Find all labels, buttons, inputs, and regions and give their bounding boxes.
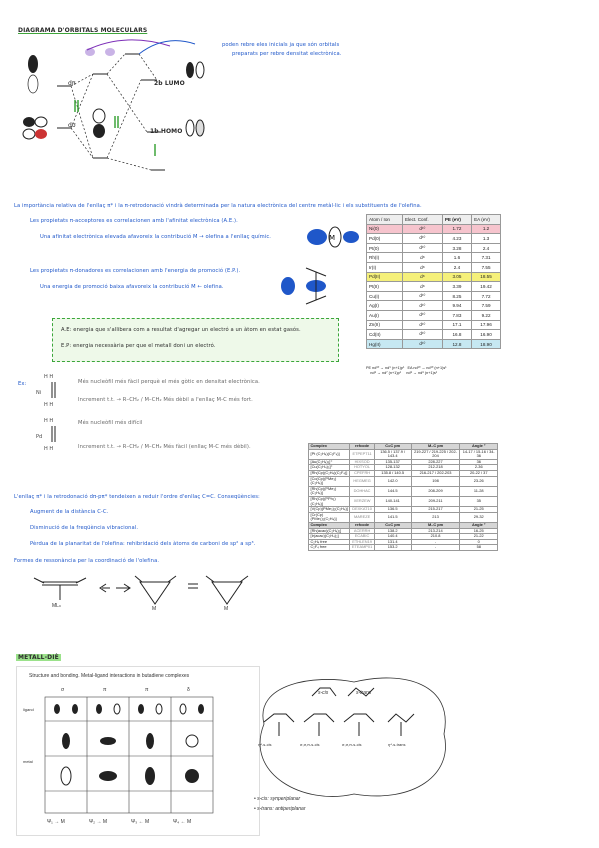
pe-ea-cell: 9.22: [472, 310, 501, 320]
complex-cell: 136.5: [374, 507, 411, 513]
ex-label: Ex:: [18, 381, 27, 387]
complex-cell: [V(Cp)(PMe₃)₂(C₂H₄)]: [309, 507, 350, 513]
complex-cell: 2-36: [460, 465, 498, 471]
complex-cell: 16-25: [460, 528, 498, 534]
col-pi-2: π: [145, 687, 149, 693]
complex-cell: ETPEPT11: [350, 449, 374, 459]
complex-cell: -: [411, 545, 460, 551]
foot-pe2: nd⁸ → nd⁷ (n+1)p¹: [370, 371, 401, 375]
pe-ea-cell: Cu(I): [367, 291, 403, 301]
pe-ea-cell: d¹⁰: [402, 310, 442, 320]
cth-cc: C=C pm: [374, 444, 411, 450]
pe-ea-row: [367, 224, 501, 234]
pe-ea-cell: Ir(I): [367, 262, 403, 272]
pe-ea-cell: d⁸: [402, 262, 442, 272]
complex-cell: [Co(Cp)(PMe₃)(C₂H₄)]: [309, 476, 350, 486]
label-dpi: dπ: [68, 80, 76, 87]
complex-cell: 210.8: [411, 534, 460, 540]
pd-olefin-icon: [36, 416, 76, 452]
psi1: Ψ₁ → M: [47, 819, 65, 825]
pe-ea-cell: 16.90: [472, 330, 501, 340]
pe-ea-row: [367, 234, 501, 244]
complex-row: [309, 486, 498, 496]
complex-cell: HEGMEG: [350, 476, 374, 486]
pe-ea-cell: Pt(0): [367, 243, 403, 253]
svg-text:H H: H H: [44, 418, 54, 424]
pe-ea-cell: Au(I): [367, 310, 403, 320]
resonance-m-mid: M: [152, 606, 157, 612]
complex-row: [309, 470, 498, 476]
pe-ea-cell: 8.25: [442, 291, 471, 301]
cth2-mc: M–C pm: [411, 522, 460, 528]
row-ligand: ligand: [23, 707, 34, 712]
complex-cell: MAREZE: [350, 512, 374, 522]
pe-ea-cell: Ni(0): [367, 224, 403, 234]
complex-cell: [Rh(Cp)(PPh₃)(C₂H₄)]: [309, 496, 350, 506]
orbital-acceptor-icon: [305, 222, 365, 252]
pe-ea-cell: d¹⁰: [402, 243, 442, 253]
pe-ea-cell: 19.42: [472, 282, 501, 292]
complex-cell: [Cu(C₂H₄)₃]⁺: [309, 465, 350, 471]
complex-cell: DEXKAT10: [350, 507, 374, 513]
pe-ea-cell: 2.4: [442, 262, 471, 272]
foot-ea: EA nd¹⁰ → nd¹⁰ (n+1)s¹: [407, 366, 447, 370]
complex-cell: [Ir(acac)(C₂H₄)₂]: [309, 534, 350, 540]
complex-cell: 35: [460, 496, 498, 506]
complex-cell: HIXSOD: [350, 459, 374, 465]
pe-ea-cell: d¹⁰: [402, 234, 442, 244]
complex-cell: 141.5: [374, 512, 411, 522]
pe-ea-cell: 12.8: [442, 339, 471, 349]
complex-cell: 213: [411, 512, 460, 522]
note-line-1: poden rebre eles inicials ja que són orbitals: [222, 42, 340, 48]
complex-cell: 58: [460, 545, 498, 551]
cth-complex: Complex: [309, 444, 350, 450]
complex-cell: [Rh(Cp)(PMe₃)(C₂H₄)]: [309, 486, 350, 496]
complex-cell: [Cr(Cp)(PMe₃)₂(C₂H₄)]: [309, 512, 350, 522]
pe-ea-cell: 1.6: [442, 253, 471, 263]
pe-ea-cell: 18.55: [472, 272, 501, 282]
def-ae: A.E: energia que s'allibera com a resultat d'agregar un electró a un àtom en estat gasós.: [61, 327, 301, 333]
complex-cell: C₂F₄ free: [309, 545, 350, 551]
pe-ea-cell: 1.3: [472, 234, 501, 244]
complex-row: [309, 512, 498, 522]
complex-cell: HOTYOL: [350, 465, 374, 471]
pe-ea-cell: d¹⁰: [402, 291, 442, 301]
butadiene-caption: Structure and bonding. Metal-ligand interactions in butadiene complexes: [29, 673, 190, 679]
pe-ea-row: [367, 282, 501, 292]
complex-cell: C₂H₄ free: [309, 539, 350, 545]
pe-ea-cell: 4.23: [442, 234, 471, 244]
pe-ea-cell: 16.8: [442, 330, 471, 340]
cons-line-1: L'enllaç π* i la retrodonació dπ-pπ* tendeixen a reduir l'ordre d'enllaç C=C. Conseqüències:: [14, 494, 260, 500]
row-metal: metal: [23, 759, 33, 764]
complex-cell: 140.4: [374, 534, 411, 540]
pe-ea-cell: 1.2: [472, 224, 501, 234]
bullet-strans-text: s-trans: antiperiplanar: [257, 806, 306, 812]
cons-line-5: Formes de ressonància per la coordinació de l'olefina.: [14, 558, 160, 564]
form-2: σ,σ,π-s-cis: [300, 742, 320, 747]
complex-cell: [Rh(Cp)(C₂H₄)(C₂F₄)]: [309, 470, 350, 476]
pe-ea-cell: 7.72: [472, 291, 501, 301]
resonance-m-right: M: [224, 606, 229, 612]
complex-cell: [Au(C₂H₄)₃]⁺: [309, 459, 350, 465]
complex-cell: 36: [460, 459, 498, 465]
col-pi-1: π: [103, 687, 107, 693]
complex-cell: 135-137: [374, 459, 411, 465]
cons-line-3: Disminució de la freqüència vibracional.: [30, 525, 139, 531]
svg-text:H H: H H: [44, 374, 54, 380]
note-line-2: preparats per rebre densitat electrònica.: [232, 51, 342, 57]
label-scis: s-cis: [318, 690, 329, 696]
complex-cell: 20-22 / 37: [460, 470, 498, 476]
svg-text:Ni: Ni: [36, 390, 42, 396]
complex-cell: 140-141: [374, 496, 411, 506]
pe-ea-row: [367, 253, 501, 263]
pe-ea-cell: 9.94: [442, 301, 471, 311]
pe-ea-header-row: [367, 215, 501, 225]
pe-ea-cell: Pt(II): [367, 282, 403, 292]
foot-ea2: nd⁸ → nd⁸ (n+1)s¹: [406, 371, 437, 375]
pe-ea-cell: Pd(II): [367, 272, 403, 282]
accept-line-2: Una afinitat electrònica elevada afavoreix la contribució M → olefina a l'enllaç químic.: [40, 234, 272, 240]
th-conf: Elect. Conf.: [402, 215, 442, 225]
pe-ea-cell: 1.72: [442, 224, 471, 234]
complex-row: [309, 449, 498, 459]
complex-cell: 212-218: [411, 465, 460, 471]
label-dsigma: dσ: [68, 122, 76, 129]
complex-cell: 153.2: [374, 545, 411, 551]
psi3: Ψ₃ ← M: [131, 819, 150, 825]
complex-row: [309, 476, 498, 486]
complex-cell: 29-32: [460, 512, 498, 522]
pe-ea-cell: 7.59: [472, 301, 501, 311]
pe-ea-cell: 7.55: [472, 262, 501, 272]
pe-ea-row: [367, 243, 501, 253]
pe-ea-cell: Hg(II): [367, 339, 403, 349]
complex-cell: 208-209: [411, 486, 460, 496]
pe-ea-cell: 17.96: [472, 320, 501, 330]
pe-ea-row: [367, 291, 501, 301]
th-ea: EA (eV): [472, 215, 501, 225]
complex-cell: 21-25: [460, 507, 498, 513]
ex2-equation: Increment t.t. → R–CH₂ / M–CH₂ Més fàcil (enllaç M-C més dèbil).: [78, 444, 251, 450]
pe-ea-cell: 18.90: [472, 339, 501, 349]
complex-row: [309, 545, 498, 551]
complex-cell: ETHLEN19: [350, 539, 374, 545]
complex-cell: XERZEW: [350, 496, 374, 506]
bullet-scis: • s-cis: synperiplanar: [254, 796, 301, 802]
homo-label: 1b HOMO: [150, 128, 183, 135]
resonance-forms-icon: [20, 570, 260, 620]
butadiene-orbital-grid: [17, 681, 259, 835]
def-ep: E.P: energia necessària per que el metall doni un electró.: [61, 343, 216, 349]
pe-ea-cell: 3.05: [442, 272, 471, 282]
pe-ea-row: [367, 330, 501, 340]
pe-ea-row: [367, 301, 501, 311]
cons-line-2: Augment de la distància C-C.: [30, 509, 109, 515]
complex-cell: 198: [411, 476, 460, 486]
cth2-cc: C=C pm: [374, 522, 411, 528]
complex-cell: 131.4: [374, 539, 411, 545]
pe-ea-cell: 17.1: [442, 320, 471, 330]
pe-ea-cell: Pd(0): [367, 234, 403, 244]
pe-ea-cell: Zn(II): [367, 320, 403, 330]
form-1: η⁴-s-cis: [258, 742, 272, 747]
ni-olefin-icon: [36, 372, 76, 408]
pe-ea-row: [367, 272, 501, 282]
pe-ea-cell: 2.4: [472, 243, 501, 253]
pe-ea-cell: d¹⁰: [402, 320, 442, 330]
importance-line: La importància relativa de l'enllaç π* i la π-retrodonació vindrà determinada per la natura electrònica del centre metàl·lic i els substituents de l'olefina.: [14, 203, 422, 209]
accept-line-1: Les propietats π-acceptores es correlacionen amb l'afinitat electrònica (A.E.).: [30, 218, 238, 224]
cth2-angle: Angle °: [460, 522, 498, 528]
form-4: η⁴-s-trans: [388, 742, 406, 747]
pe-ea-cell: 3.39: [442, 282, 471, 292]
svg-text:Pd: Pd: [36, 434, 43, 440]
ex1-title: Més nucleòfil més fàcil perquè el més gòtic en densitat electrònica.: [78, 379, 260, 385]
pe-ea-row: [367, 262, 501, 272]
pe-ea-cell: Cd(II): [367, 330, 403, 340]
complex-cell: 14-17 / 15-16 / 34-36: [460, 449, 498, 459]
psi4: Ψ₄ ← M: [173, 819, 192, 825]
complex-cell: 138.2: [374, 528, 411, 534]
svg-text:H H: H H: [44, 446, 54, 452]
donor-line-2: Una energia de promoció baixa afavoreix la contribució M ← olefina.: [40, 284, 224, 290]
pe-ea-cell: Rh(I): [367, 253, 403, 263]
complex-table: [308, 443, 498, 551]
complex-cell: 209-211: [411, 496, 460, 506]
label-strans: s-trans: [356, 690, 372, 696]
complex-cell: 21-22: [460, 534, 498, 540]
ex1-equation: Increment t.t. → R–CH₂ / M–CH₂ Més dèbil a l'enllaç M-C més fort.: [78, 397, 253, 403]
complex-cell: ECABIC: [350, 534, 374, 540]
complex-cell: 136.5 / 137.9 / 143.4: [374, 449, 411, 459]
resonance-ml: MLₙ: [52, 603, 61, 609]
cth2-refcode: refcode: [350, 522, 374, 528]
th-atom: Atom / Ion: [367, 215, 403, 225]
th-pe: PE (eV): [442, 215, 471, 225]
complex-cell: CPEFRH: [350, 470, 374, 476]
metallacycle-title: METALL-DIÈ: [18, 654, 59, 661]
complex-cell: 144.5: [374, 486, 411, 496]
svg-text:H H: H H: [44, 402, 54, 408]
svg-text:M: M: [329, 234, 336, 242]
orbital-lobes-icon: [23, 48, 204, 139]
orbital-donor-icon: [276, 266, 346, 306]
ex2-title: Més nucleòfil més difícil: [78, 420, 143, 426]
complex-cell: 11-28: [460, 486, 498, 496]
bullet-scis-text: s-cis: synperiplanar: [257, 796, 301, 802]
cth-angle: Angle °: [460, 444, 498, 450]
pe-ea-cell: d⁸: [402, 282, 442, 292]
cth-mc: M–C pm: [411, 444, 460, 450]
pe-ea-cell: 3.28: [442, 243, 471, 253]
complex-cell: -: [411, 539, 460, 545]
complex-row: [309, 496, 498, 506]
complex-cell: [Rh(acac)(C₂H₄)₂]: [309, 528, 350, 534]
lumo-label: 2b LUMO: [154, 80, 185, 87]
complex-cell: 213-214: [411, 528, 460, 534]
pe-ea-row: [367, 310, 501, 320]
pe-ea-row: [367, 339, 501, 349]
foot-pe: PE nd¹⁰ → nd⁹ (n+1)p¹: [366, 366, 405, 370]
cth-refcode: refcode: [350, 444, 374, 450]
complex-cell: 128-132: [374, 465, 411, 471]
complex-cell: [Pt (C₂H₄)(C₂F₄)]: [309, 449, 350, 459]
donor-line-1: Les propietats π-donadores es correlacionen amb l'energia de promoció (E.P.).: [30, 268, 241, 274]
complex-cell: 135.8 / 140.5: [374, 470, 411, 476]
cons-line-4: Pèrdua de la planaritat de l'olefina: rehibridació dels àtoms de carboni de sp² a sp³.: [30, 541, 256, 547]
mo-diagram-title: DIAGRAMA D'ORBITALS MOLECULARS: [18, 27, 148, 34]
definitions-box: [52, 318, 339, 362]
pe-ea-footnote: [366, 366, 447, 376]
pe-ea-cell: d⁸: [402, 253, 442, 263]
col-delta: δ: [187, 687, 190, 693]
pe-ea-cell: d¹⁰: [402, 224, 442, 234]
pe-ea-cell: 7.83: [442, 310, 471, 320]
psi2: Ψ₂ → M: [89, 819, 108, 825]
complex-cell: 0: [460, 539, 498, 545]
pe-ea-cell: d¹⁰: [402, 301, 442, 311]
butadiene-figure: [16, 666, 260, 836]
pe-ea-cell: Ag(I): [367, 301, 403, 311]
pe-ea-cell: 7.31: [472, 253, 501, 263]
complex-cell: 142.0: [374, 476, 411, 486]
complex-cell: DOHHAC: [350, 486, 374, 496]
complex-cell: 216-217 / 202-203: [411, 470, 460, 476]
pe-ea-cell: d⁸: [402, 272, 442, 282]
form-3: σ,σ,π-s-cis: [342, 742, 362, 747]
pe-ea-row: [367, 320, 501, 330]
pe-ea-table: [366, 214, 501, 349]
pe-ea-cell: d¹⁰: [402, 330, 442, 340]
complex-cell: ACERRH: [350, 528, 374, 534]
col-sigma: σ: [61, 687, 65, 693]
pe-ea-cell: d¹⁰: [402, 339, 442, 349]
complex-cell: 219-227 / 219-225 / 202-204: [411, 449, 460, 459]
mo-diagram: [15, 36, 215, 186]
complex-cell: ETEAMP01: [351, 544, 373, 550]
cth2-complex: Complex: [309, 522, 350, 528]
complex-cell: 228-227: [411, 459, 460, 465]
bullet-strans: • s-trans: antiperiplanar: [254, 806, 306, 812]
complex-cell: 215-217: [411, 507, 460, 513]
complex-cell: 23-26: [460, 476, 498, 486]
